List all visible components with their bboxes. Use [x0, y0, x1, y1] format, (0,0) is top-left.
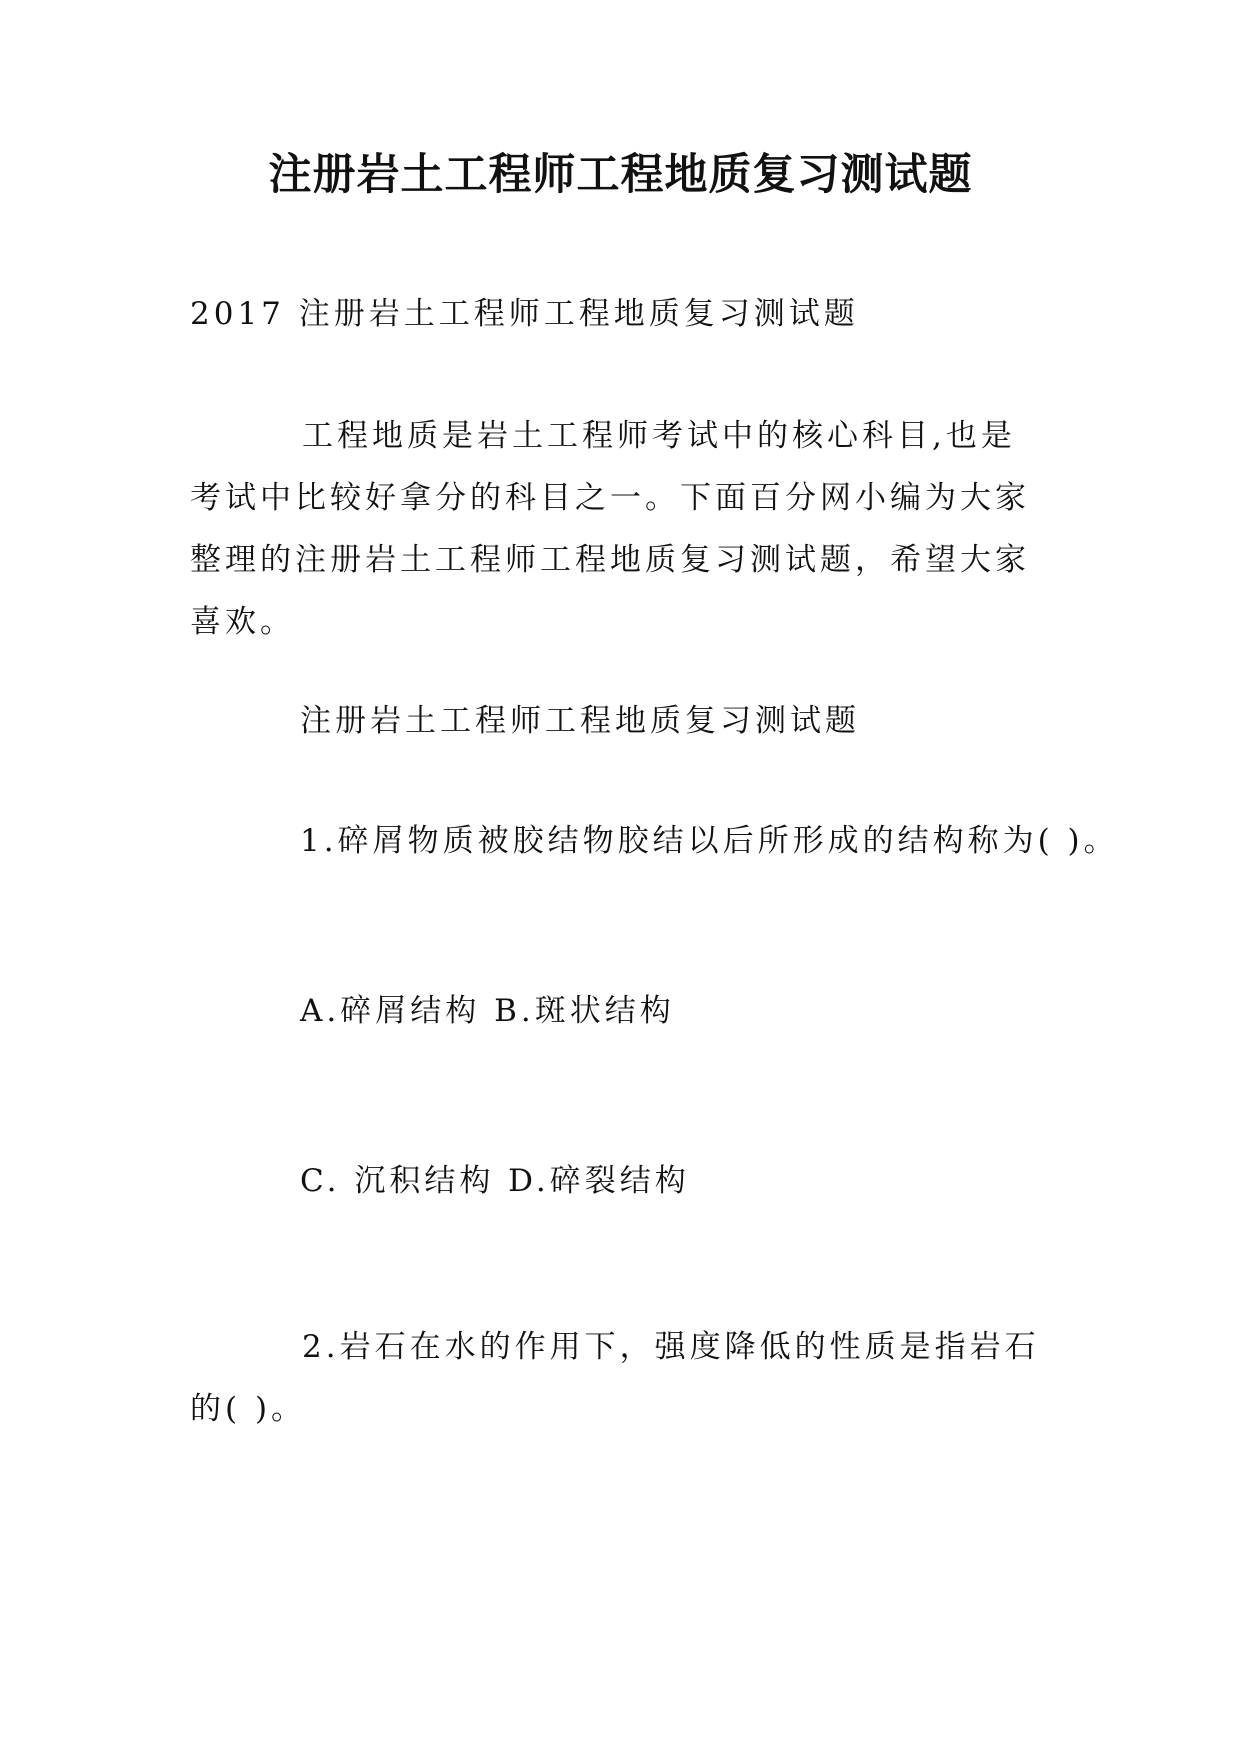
question-1-stem: 1.碎屑物质被胶结物胶结以后所形成的结构称为( )。 [300, 823, 1119, 859]
question-1-options-line-1: A.碎屑结构 B.斑状结构 [300, 993, 675, 1029]
document-title: 注册岩土工程师工程地质复习测试题 [268, 150, 973, 200]
section-heading: 注册岩土工程师工程地质复习测试题 [300, 703, 860, 739]
intro-paragraph: 工程地质是岩土工程师考试中的核心科目,也是考试中比较好拿分的科目之一。下面百分网小编为大家整理的注册岩土工程师工程地质复习测试题，希望大家喜欢。 [190, 418, 1030, 640]
question-2-stem: 2.岩石在水的作用下，强度降低的性质是指岩石的( )。 [190, 1329, 1040, 1427]
document-subtitle: 2017 注册岩土工程师工程地质复习测试题 [190, 296, 859, 332]
question-1-options-line-2: C. 沉积结构 D.碎裂结构 [300, 1163, 690, 1199]
